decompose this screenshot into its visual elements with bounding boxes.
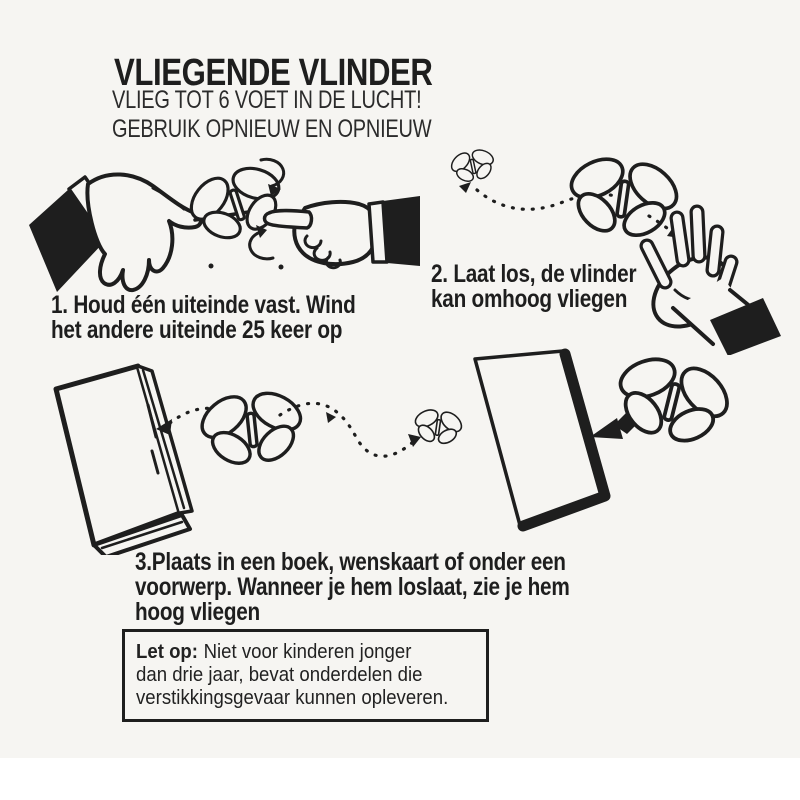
- small-butterfly: [409, 404, 467, 449]
- step1-line-1: 1. Houd één uiteinde vast. Wind: [51, 291, 356, 319]
- step3-line-3: hoog vliegen: [135, 598, 260, 626]
- step1-line-2: het andere uiteinde 25 keer op: [51, 316, 343, 344]
- open-hand: [640, 212, 781, 355]
- butterfly-toy: [176, 151, 298, 254]
- left-arm: [29, 174, 201, 292]
- bottom-white-strip: [0, 758, 800, 800]
- step3-line-1: 3.Plaats in een boek, wenskaart of onder een: [135, 548, 566, 576]
- warning-line-1-text: Niet voor kinderen jonger: [203, 641, 412, 663]
- flight-arrowhead-3: [408, 434, 421, 447]
- subtitle-line-2: GEBRUIK OPNIEUW EN OPNIEUW: [112, 115, 432, 143]
- step1-text: [51, 293, 356, 343]
- butterfly-near-card: [601, 345, 743, 458]
- step1-winding-hands-illustration: [25, 146, 420, 296]
- step2-line-2: kan omhoog vliegen: [431, 285, 628, 313]
- step2-release-illustration: [425, 140, 790, 355]
- step2-line-1: 2. Laat los, de vlinder: [431, 260, 637, 288]
- safety-warning-box: [122, 629, 489, 722]
- large-butterfly: [557, 145, 689, 248]
- right-fist: [265, 196, 421, 268]
- butterfly-near-book: [192, 381, 313, 474]
- book: [56, 366, 192, 555]
- step3-book-card-illustration: [30, 345, 770, 555]
- flight-arrowhead: [459, 182, 471, 193]
- warning-label: Let op:: [136, 641, 198, 663]
- page-title: VLIEGENDE VLINDER: [114, 52, 433, 95]
- warning-line-3: verstikkingsgevaar kunnen opleveren.: [136, 687, 449, 709]
- warning-line-1: [136, 641, 451, 664]
- subtitle-line-1: VLIEG TOT 6 VOET IN DE LUCHT!: [112, 86, 422, 114]
- step3-text: [135, 550, 570, 625]
- warning-text: [136, 641, 451, 710]
- small-butterfly: [446, 143, 500, 187]
- greeting-card: [475, 351, 606, 529]
- step3-line-2: voorwerp. Wanneer je hem loslaat, zie je hem: [135, 573, 570, 601]
- flight-arrowhead-2: [326, 412, 336, 423]
- step2-text: [431, 262, 636, 312]
- warning-line-2: dan drie jaar, bevat onderdelen die: [136, 664, 423, 686]
